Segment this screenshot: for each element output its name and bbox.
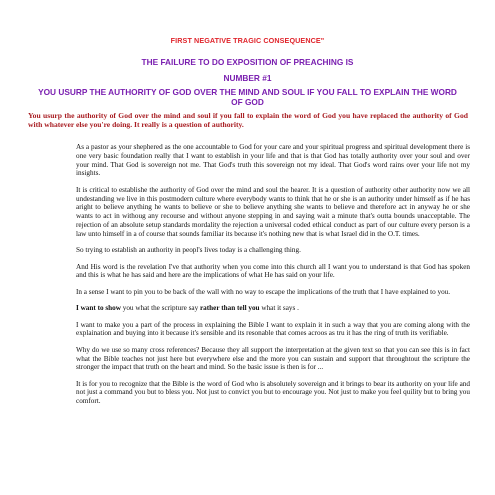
paragraph-challenge: So trying to establish an authority in peopl's lives today is a challenging thing. (76, 246, 301, 255)
usurp-heading: YOU USURP THE AUTHORITY OF GOD OVER THE MIND AND SOUL IF YOU FALL TO EXPLAIN THE WORD OF GOD (38, 87, 457, 107)
paragraph-critical: It is critical to establishe the authority of God over the mind and soul the hearer. It is a question of authority other authority now we all undestanding we live in this postmodern culture where everybody wants to think that he or she is an authority under himself as if he has aright to believe anything he wants to believe or she to believe anything she wants to believe and therefore act in anyway he or she wants to act in withoug any recourse and without anyone stepping in and saying wait a minute that's outta bounds unacceptable. The rejection of an absolute setup standards mordality the rejection a universal coded ethical conduct as part of our culture every person is a law unto himself in a of course that sounds familiar its because it's nothing new that is what Israel did in the O.T. times. (76, 185, 470, 238)
failure-heading: THE FAILURE TO DO EXPOSITION OF PREACHING IS (141, 57, 354, 67)
intro-paragraph: You usurp the authority of God over the mind and soul if you fall to explain the word of God you have replaced the authority of God with whatever else you're doing. It really is a question of authority. (28, 111, 468, 130)
consequence-heading: FIRST NEGATIVE TRAGIC CONSEQUENCE" (170, 36, 325, 45)
number-heading: NUMBER #1 (223, 73, 272, 83)
show-end: what it says . (259, 304, 299, 313)
paragraph-show (76, 304, 470, 313)
paragraph-revelation: And His word is the revelation I've that authority when you come into this church all I want you to understand is that God has spoken and this is what he has said and here are the implications of what He has said on your life. (76, 262, 470, 280)
show-middle: you what the scripture say (120, 304, 200, 313)
paragraph-recognize: It is for you to recognize that the Bible is the word of God who is absolutely sovereign and it brings to bear its authority on your life and not just a command you but to bless you. Not just to convict you but to encourage you. Not just to make you feel quility but to bring you comfort. (76, 379, 470, 406)
paragraph-pin: In a sense I want to pin you to be back of the wall with no way to escape the implications of the truth that I have explained to you. (76, 287, 451, 296)
paragraph-cross-references: Why do we use so many cross references? Because they all support the interpretation at the given text so that you can see this is in fact what the Bible teaches not just here but everywhere else and the more you can sustain and support that throughtout the scripture the stronger the impact that truth on the heart and mind. So the basic issue is then is for ... (76, 345, 470, 372)
paragraph-pastor: As a pastor as your shephered as the one accountable to God for your care and your spiritual progress and spiritual development there is one very basic foundation really that I want to establish in your life and that is that God has totally authority over your soul and over your mind. That God is sovereign not me. That God's truth this sovereign not my ideal. That God's word rains over your life not my insights. (76, 143, 470, 178)
tell-emphasis: rather than tell you (199, 304, 260, 313)
show-emphasis: I want to show (76, 304, 121, 313)
body-text (76, 143, 470, 414)
paragraph-process: I want to make you a part of the process in explaining the Bible I want to explain it in such a way that you are coming along with the explaination and buying into it because it's sensible and its resonable that comes acroos as tru it has the ring of truth its verifiable. (76, 320, 470, 338)
